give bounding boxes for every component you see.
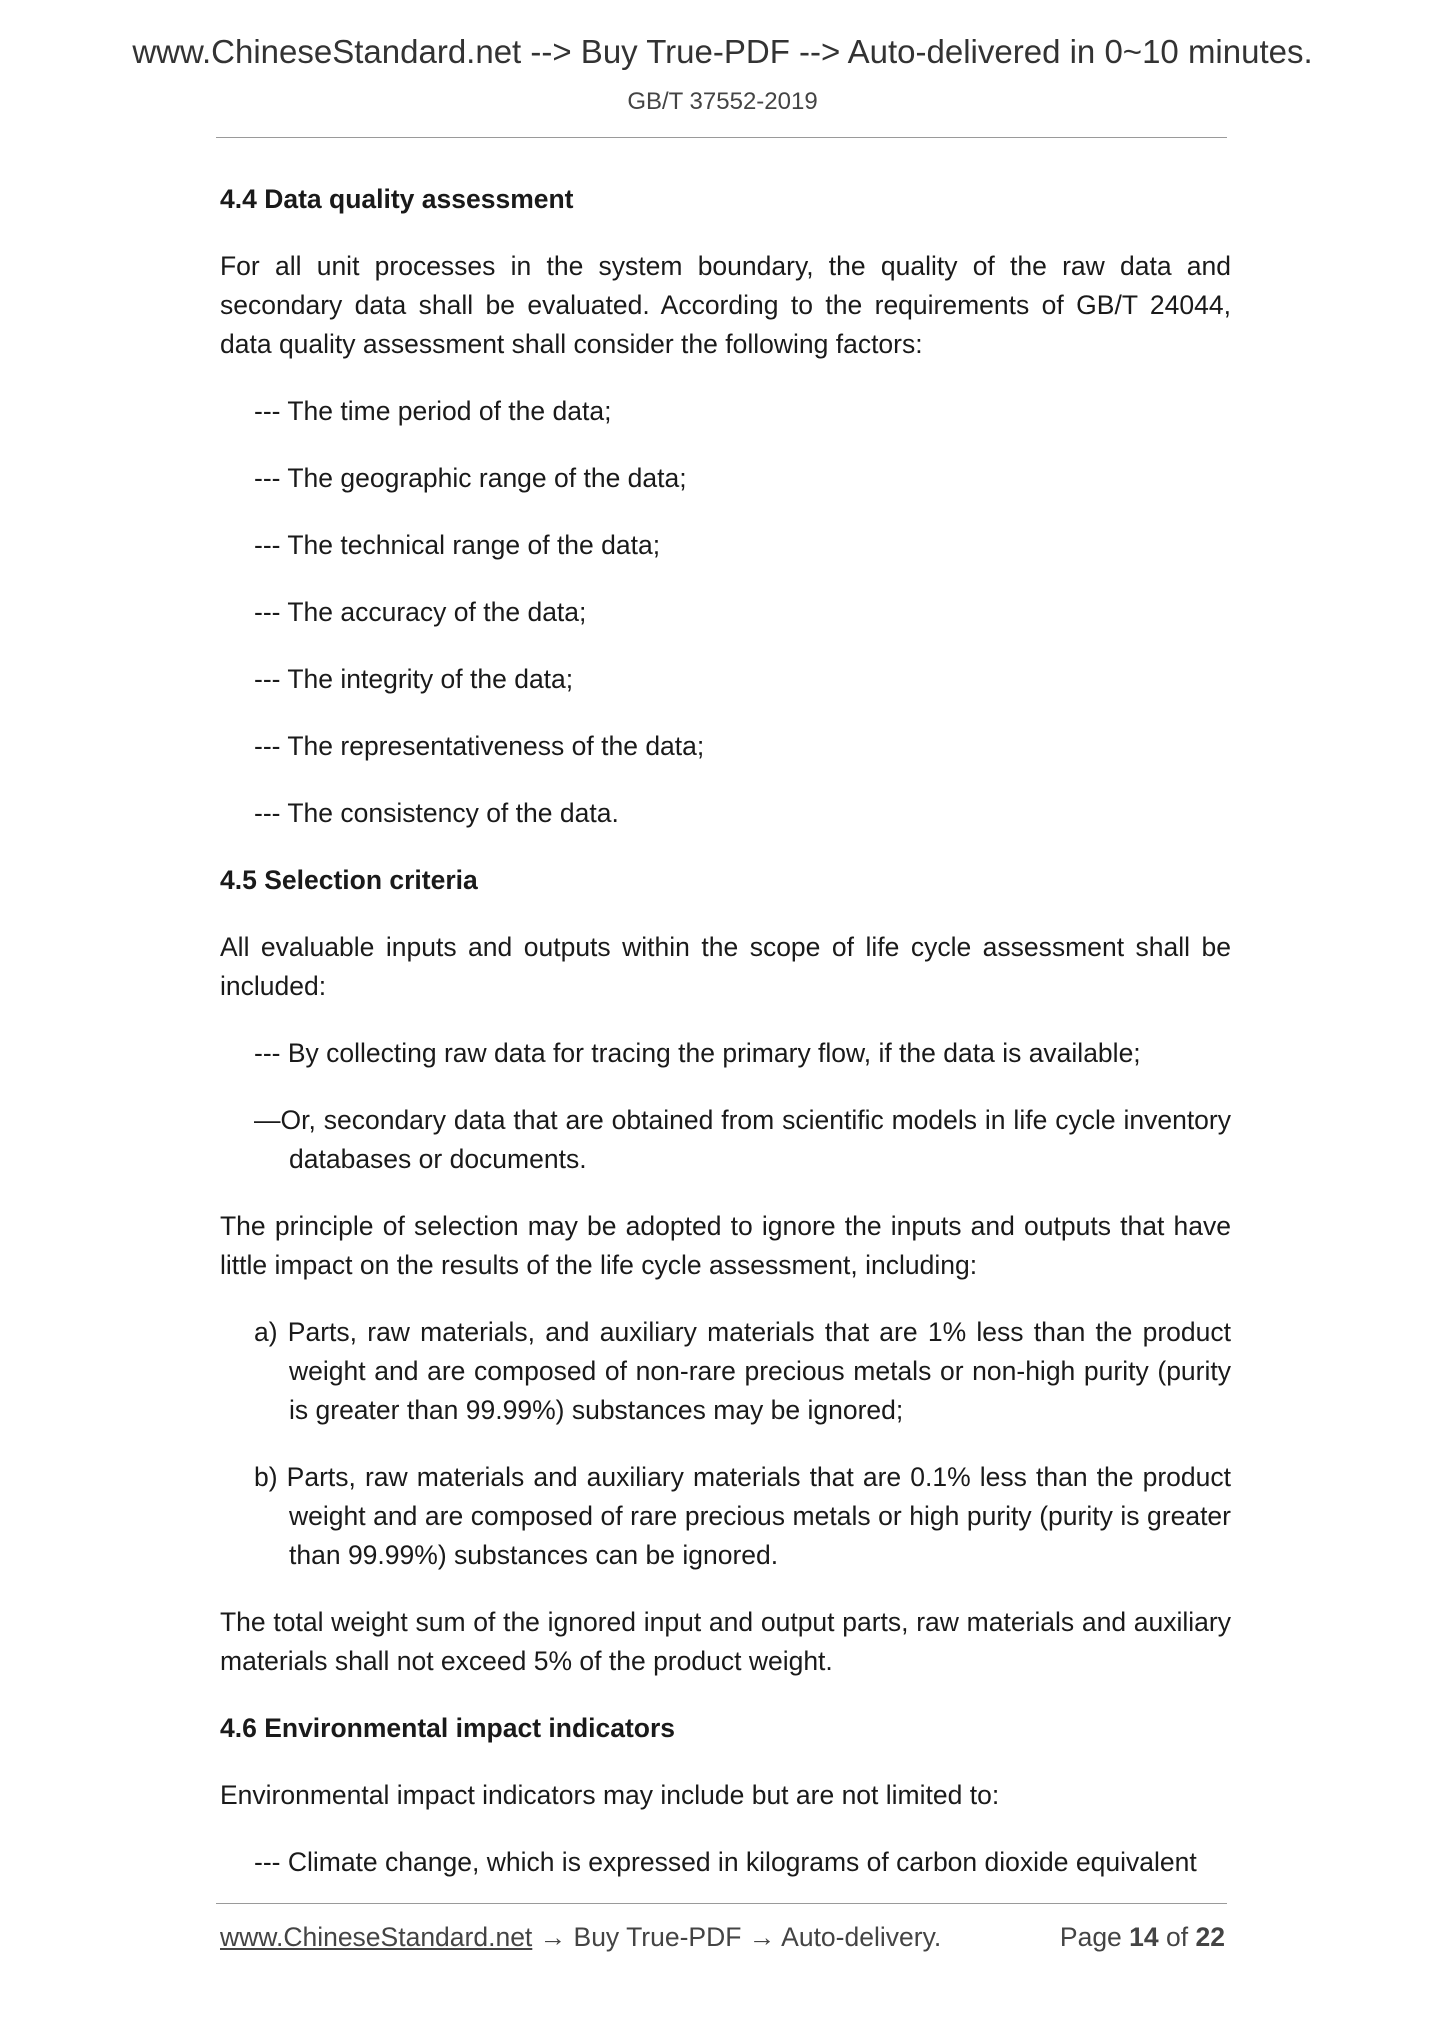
list-item: —Or, secondary data that are obtained from scientific models in life cycle inventory databases or documents.	[254, 1105, 1231, 1174]
list-item: --- The integrity of the data;	[254, 664, 574, 694]
page-number: 14	[1129, 1922, 1159, 1952]
list-item: --- The representativeness of the data;	[254, 731, 705, 761]
of-label: of	[1166, 1922, 1189, 1952]
page-counter	[1060, 1919, 1225, 1955]
section-4-5-intro: All evaluable inputs and outputs within the scope of life cycle assessment shall be included:	[220, 932, 1231, 1001]
list-item: --- The geographic range of the data;	[254, 463, 687, 493]
section-4-4-heading: 4.4 Data quality assessment	[220, 184, 574, 214]
footer-divider	[216, 1903, 1227, 1904]
total-pages: 22	[1195, 1922, 1225, 1952]
section-4-6-intro: Environmental impact indicators may include but are not limited to:	[220, 1780, 1000, 1810]
list-item: --- The technical range of the data;	[254, 530, 661, 560]
header-divider	[216, 137, 1227, 138]
section-4-5-heading: 4.5 Selection criteria	[220, 865, 478, 895]
list-item: --- The accuracy of the data;	[254, 597, 587, 627]
total-weight-rule: The total weight sum of the ignored input and output parts, raw materials and auxiliary materials shall not exceed 5% of the product weight.	[220, 1607, 1231, 1676]
list-item: --- By collecting raw data for tracing the primary flow, if the data is available;	[254, 1038, 1141, 1068]
list-item: --- The time period of the data;	[254, 396, 612, 426]
page-label: Page	[1059, 1922, 1122, 1952]
footer-left	[220, 1919, 941, 1955]
document-body	[220, 180, 1231, 1910]
footer-site-link[interactable]: www.ChineseStandard.net	[220, 1922, 533, 1952]
list-item-a: a) Parts, raw materials, and auxiliary materials that are 1% less than the product weight and are composed of non-rare precious metals or non-high purity (purity is greater than 99.99%) substances may be ignored;	[254, 1317, 1231, 1425]
list-item: --- The consistency of the data.	[254, 798, 619, 828]
selection-principle: The principle of selection may be adopted to ignore the inputs and outputs that have little impact on the results of the life cycle assessment, including:	[220, 1211, 1231, 1280]
footer-text: → Buy True-PDF → Auto-delivery.	[532, 1922, 942, 1952]
section-4-4-intro: For all unit processes in the system boundary, the quality of the raw data and secondary data shall be evaluated. According to the requirements of GB/T 24044, data quality assessment shall consider the following factors:	[220, 251, 1231, 359]
top-banner[interactable]: www.ChineseStandard.net --> Buy True-PDF --> Auto-delivered in 0~10 minutes.	[132, 33, 1313, 70]
section-4-6-heading: 4.6 Environmental impact indicators	[220, 1713, 676, 1743]
list-item-b: b) Parts, raw materials and auxiliary materials that are 0.1% less than the product weight and are composed of rare precious metals or high purity (purity is greater than 99.99%) substances can be ignored.	[254, 1462, 1231, 1570]
standard-code: GB/T 37552-2019	[627, 88, 818, 115]
list-item: --- Climate change, which is expressed in kilograms of carbon dioxide equivalent	[254, 1847, 1197, 1877]
